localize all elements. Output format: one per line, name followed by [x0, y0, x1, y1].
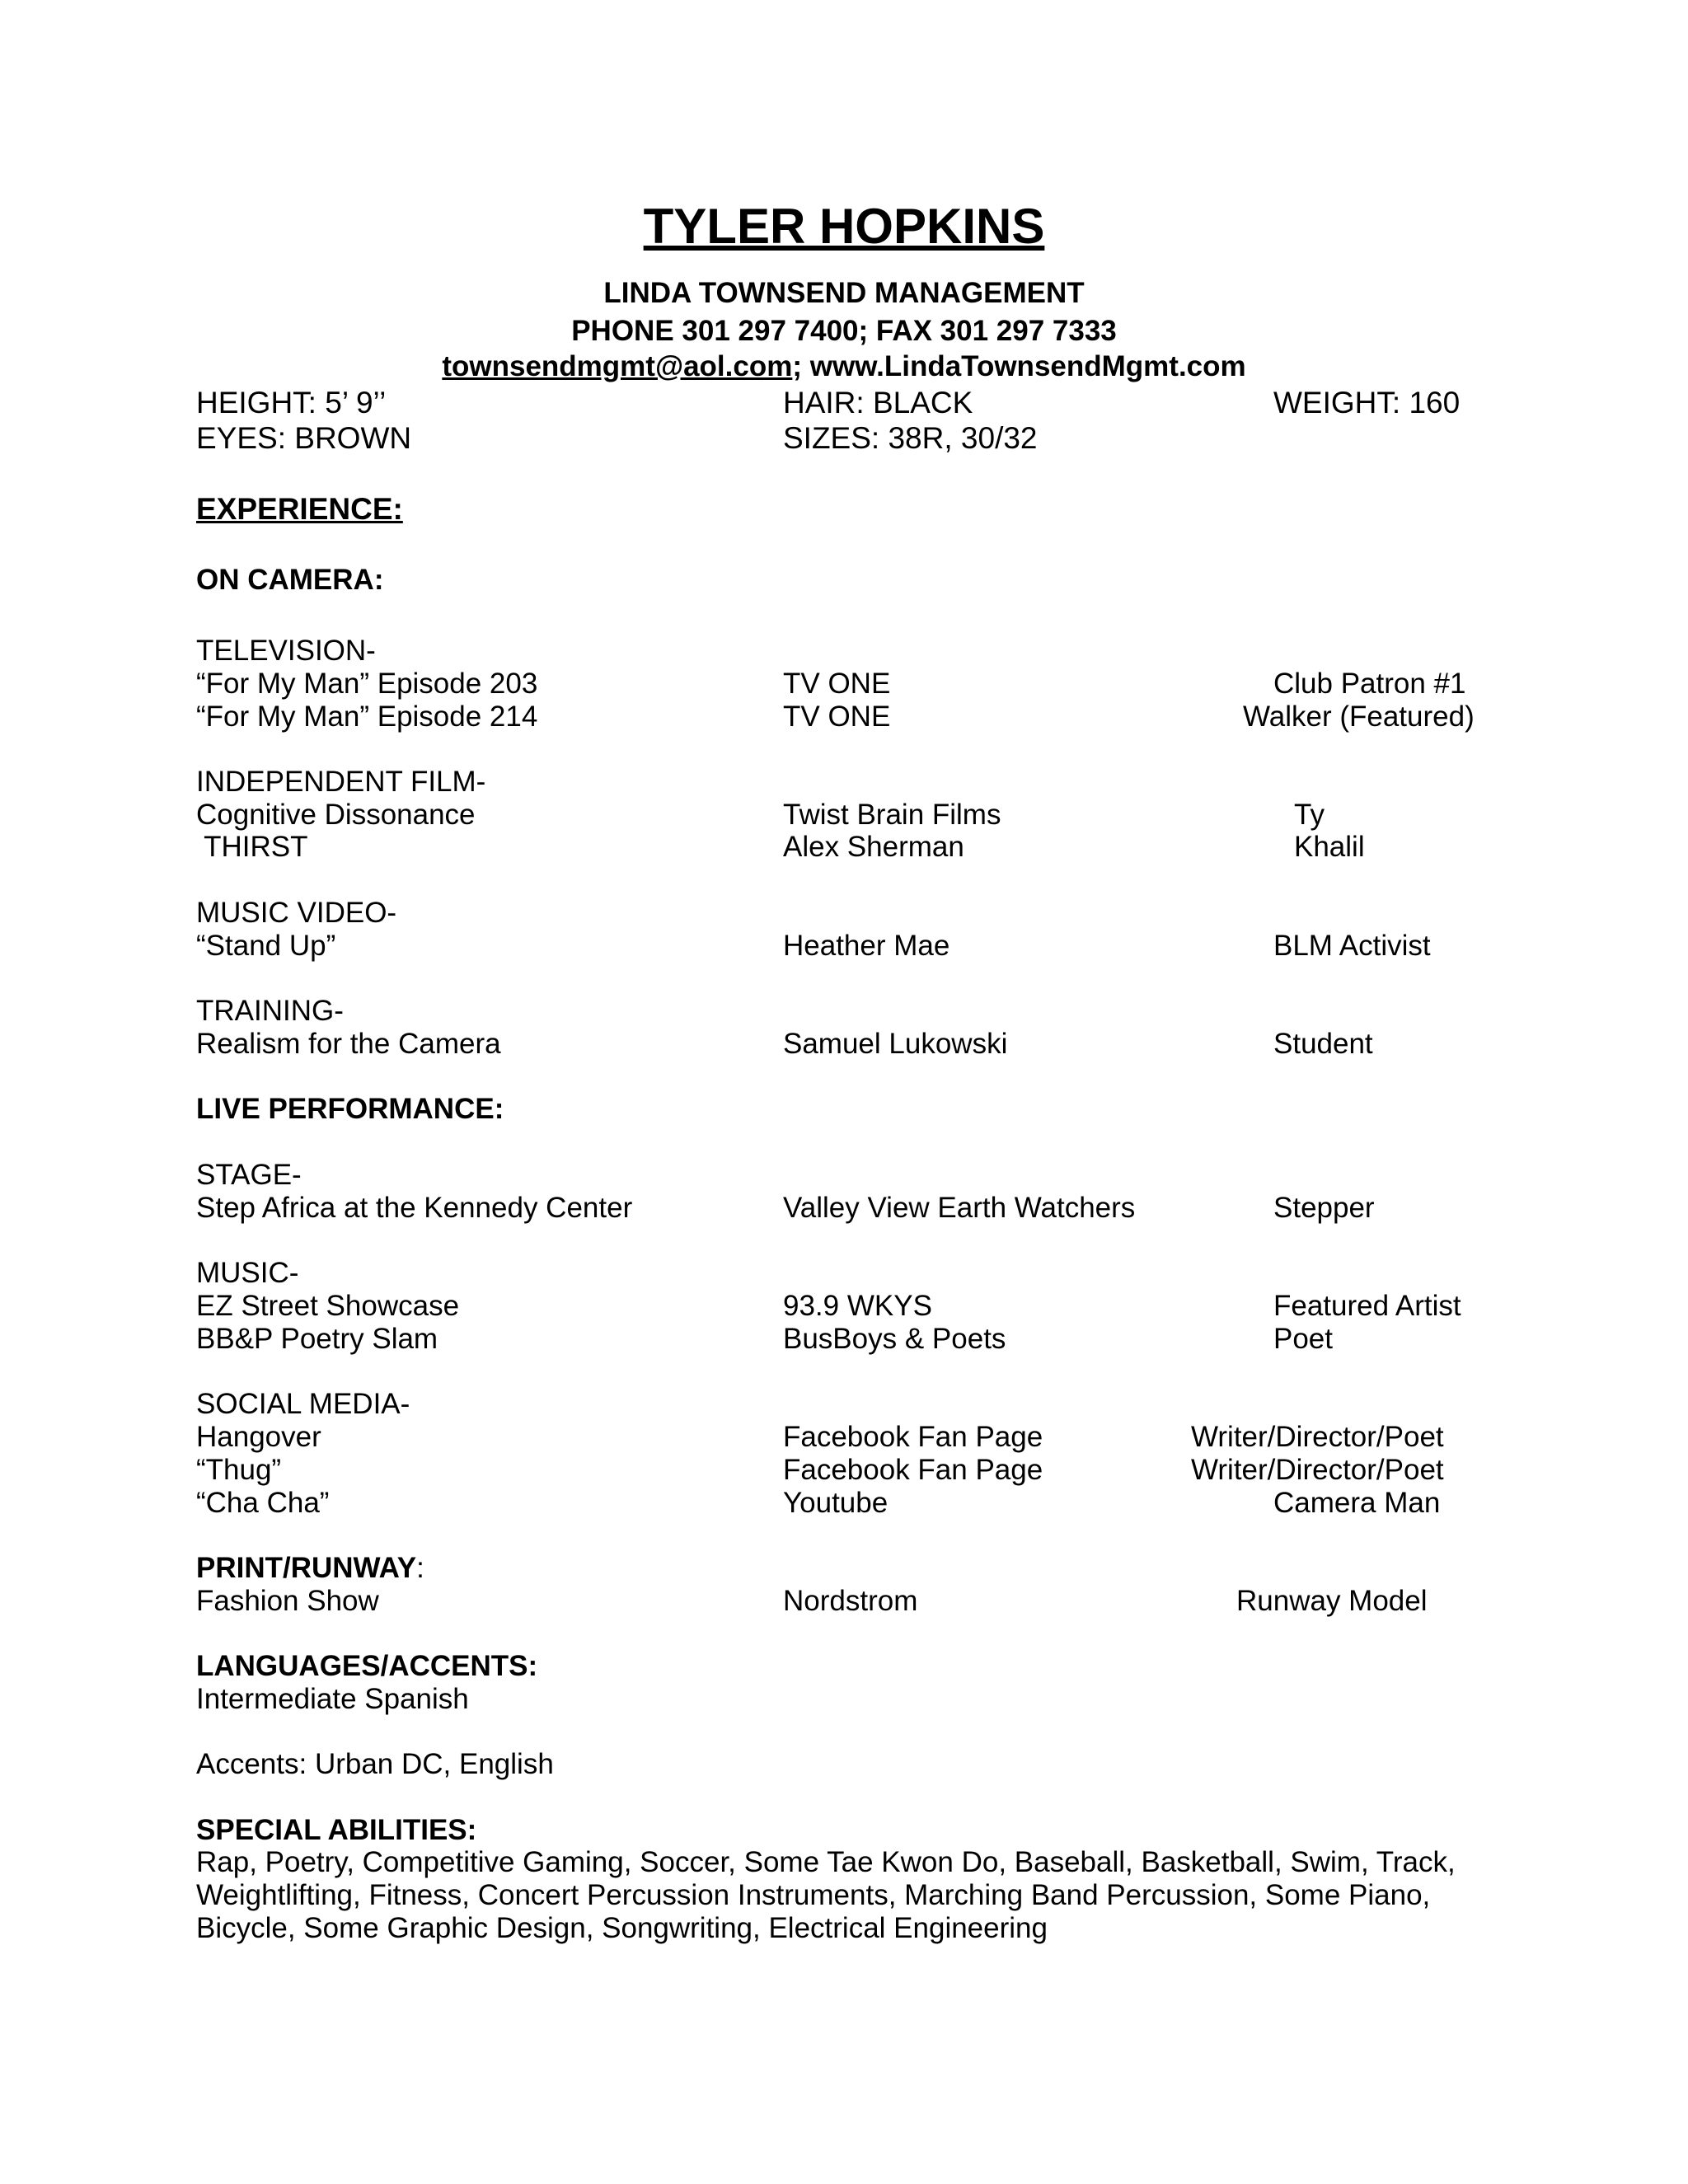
credit-org: Facebook Fan Page [783, 1421, 1043, 1453]
credit-org: Nordstrom [783, 1585, 918, 1617]
agency-contact-line [0, 350, 1688, 383]
stat-height: HEIGHT: 5’ 9’’ [196, 386, 387, 419]
credit-role: Khalil [1294, 831, 1365, 863]
credit-title: BB&P Poetry Slam [196, 1323, 438, 1355]
stat-eyes: EYES: BROWN [196, 421, 412, 455]
credit-org: BusBoys & Poets [783, 1323, 1006, 1355]
credit-title: “Thug” [196, 1454, 282, 1486]
languages-heading: LANGUAGES/ACCENTS: [196, 1650, 538, 1682]
credit-org: Alex Sherman [783, 831, 964, 863]
agency-website-link[interactable]: www.LindaTownsendMgmt.com [809, 350, 1246, 382]
credit-org: TV ONE [783, 668, 891, 700]
credit-role: Ty [1294, 799, 1325, 831]
language-item: Intermediate Spanish [196, 1683, 469, 1715]
credit-title: Realism for the Camera [196, 1028, 501, 1060]
credit-role: Student [1273, 1028, 1373, 1060]
live-performance-heading: LIVE PERFORMANCE: [196, 1093, 504, 1125]
agency-phone-fax: PHONE 301 297 7400; FAX 301 297 7333 [571, 315, 1117, 347]
credit-title: “Stand Up” [196, 930, 336, 962]
credit-org: Facebook Fan Page [783, 1454, 1043, 1486]
print-runway-colon: : [416, 1552, 424, 1584]
print-runway-heading [196, 1552, 424, 1585]
contact-separator: ; [792, 350, 810, 382]
credit-role: Camera Man [1273, 1487, 1441, 1519]
credit-title: “Cha Cha” [196, 1487, 330, 1519]
credit-title: Step Africa at the Kennedy Center [196, 1192, 633, 1224]
credit-org: Youtube [783, 1487, 889, 1519]
print-runway-heading-label: PRINT/RUNWAY [196, 1552, 417, 1584]
television-heading: TELEVISION- [196, 635, 376, 667]
actor-name: TYLER HOPKINS [643, 199, 1045, 254]
credit-title: “For My Man” Episode 203 [196, 668, 538, 700]
credit-role: Poet [1273, 1323, 1333, 1355]
social-media-heading: SOCIAL MEDIA- [196, 1388, 410, 1420]
credit-org: Heather Mae [783, 930, 950, 962]
stat-hair: HAIR: BLACK [783, 386, 973, 419]
credit-role: Writer/Director/Poet [1191, 1421, 1444, 1453]
agency-email-link[interactable]: townsendmgmt@aol.com [442, 350, 793, 382]
credit-role: Writer/Director/Poet [1191, 1454, 1444, 1486]
credit-org: 93.9 WKYS [783, 1290, 932, 1322]
credit-org: Twist Brain Films [783, 799, 1001, 831]
credit-role: Walker (Featured) [1243, 701, 1475, 733]
stage-heading: STAGE- [196, 1159, 302, 1191]
agency-name: LINDA TOWNSEND MANAGEMENT [603, 277, 1085, 309]
credit-role: BLM Activist [1273, 930, 1431, 962]
credit-org: Valley View Earth Watchers [783, 1192, 1136, 1224]
credit-org: TV ONE [783, 701, 891, 733]
accents-item: Accents: Urban DC, English [196, 1748, 554, 1780]
credit-org: Samuel Lukowski [783, 1028, 1008, 1060]
credit-title: Fashion Show [196, 1585, 379, 1617]
credit-title: EZ Street Showcase [196, 1290, 460, 1322]
on-camera-heading: ON CAMERA: [196, 564, 384, 596]
credit-title: Hangover [196, 1421, 321, 1453]
credit-role: Runway Model [1236, 1585, 1428, 1617]
credit-title: Cognitive Dissonance [196, 799, 476, 831]
credit-title: THIRST [196, 831, 308, 863]
credit-role: Club Patron #1 [1273, 668, 1466, 700]
special-abilities-heading: SPECIAL ABILITIES: [196, 1814, 477, 1846]
experience-heading: EXPERIENCE: [196, 492, 403, 526]
independent-film-heading: INDEPENDENT FILM- [196, 766, 486, 798]
stat-weight: WEIGHT: 160 [1273, 386, 1461, 419]
special-abilities-text: Rap, Poetry, Competitive Gaming, Soccer, Some Tae Kwon Do, Baseball, Basketball, Swim, Track, Weightlifting, Fitness, Concert Percussion Instruments, Marching Band Percussion, Some Piano, Bicycle, Some Graphic Design, Songwriting, Electrical Engineering [196, 1846, 1456, 1944]
stat-sizes: SIZES: 38R, 30/32 [783, 421, 1038, 455]
credit-role: Stepper [1273, 1192, 1375, 1224]
credit-role: Featured Artist [1273, 1290, 1461, 1322]
music-video-heading: MUSIC VIDEO- [196, 897, 397, 929]
training-heading: TRAINING- [196, 995, 344, 1027]
credit-title: “For My Man” Episode 214 [196, 701, 538, 733]
music-heading: MUSIC- [196, 1257, 299, 1289]
